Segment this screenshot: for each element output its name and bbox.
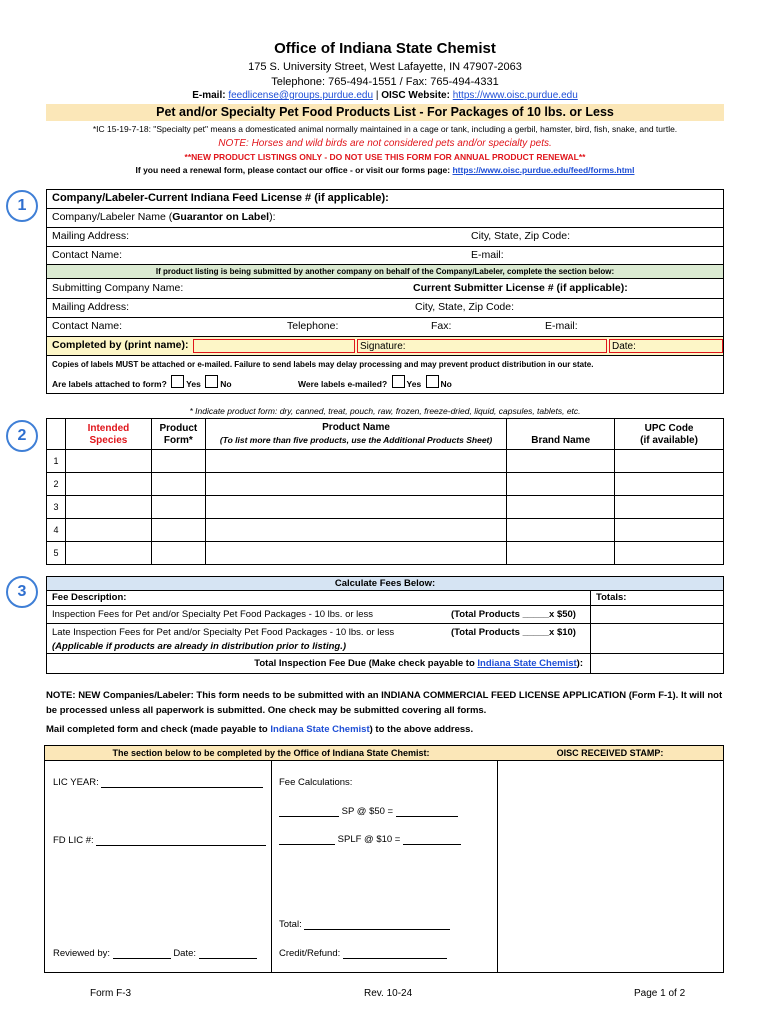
form-banner: Pet and/or Specialty Pet Food Products List - For Packages of 10 lbs. or Less [46,104,724,121]
fax-label: Fax: [431,320,452,332]
form-cell[interactable] [151,450,205,473]
product-name-header: Product Name (To list more than five products, use the Additional Products Sheet) [205,419,506,450]
inspection-fee-label: Inspection Fees for Pet and/or Specialty Pet Food Packages - 10 lbs. or less [52,609,374,620]
company-info-section [46,189,724,394]
section-3-marker: 3 [6,576,38,608]
upc-cell[interactable] [615,450,724,473]
brand-cell[interactable] [507,542,615,565]
license-row[interactable] [47,190,723,209]
telephone-label: Telephone: [287,320,339,332]
fee-desc-row [47,591,723,606]
separator: | [373,90,382,101]
website-label: OISC Website: [381,90,450,101]
fee-calculations-label: Fee Calculations: [279,777,353,788]
product-name-cell[interactable] [205,473,506,496]
renewal-text: If you need a renewal form, please contact our office - or visit our forms page: [135,165,451,175]
contact-name-label: Contact Name: [52,249,123,261]
upc-cell[interactable] [615,542,724,565]
section-1-marker: 1 [6,190,38,222]
late-fee-calc: (Total Products _____x $10) [451,627,576,638]
form-cell[interactable] [151,519,205,542]
row-number: 1 [47,450,66,473]
inspection-fee-row[interactable] [47,606,723,624]
submitter-email-label: E-mail: [545,320,578,332]
brand-cell[interactable] [507,473,615,496]
row-number: 2 [47,473,66,496]
specialty-pet-definition: *IC 15-19-7-18: "Specialty pet" means a domesticated animal normally maintained in a cage or tank, including a gerbil, hamster, bird, fish, snake, and turtle. [92,124,678,134]
submitter-mailing-row[interactable] [47,299,723,318]
form-cell[interactable] [151,496,205,519]
total-due-label: Total Inspection Fee Due (Make check payable to Indiana State Chemist): [254,658,583,669]
species-cell[interactable] [65,473,151,496]
brand-cell[interactable] [507,450,615,473]
new-listings-note: **NEW PRODUCT LISTINGS ONLY - DO NOT USE THIS FORM FOR ANNUAL PRODUCT RENEWAL** [184,152,586,162]
product-row [47,496,724,519]
contact-line [0,90,770,101]
attached-no-checkbox[interactable] [205,375,218,388]
reviewed-by-field[interactable]: Reviewed by: Date: [53,948,257,959]
submitting-company-label: Submitting Company Name: [52,282,184,294]
mail-instructions: Mail completed form and check (made payable to Indiana State Chemist) to the above address. [46,724,474,735]
late-fee-label: Late Inspection Fees for Pet and/or Specialty Pet Food Packages - 10 lbs. or less [52,627,395,638]
other-company-note-row [47,265,723,279]
row-number: 5 [47,542,66,565]
submitter-contact-row[interactable] [47,318,723,337]
other-company-note: If product listing is being submitted by another company on behalf of the Company/Labeler, complete the section below: [155,267,615,276]
forms-page-link[interactable]: https://www.oisc.purdue.edu/feed/forms.html [452,165,635,175]
late-fee-row[interactable] [47,624,723,654]
contact-row[interactable] [47,247,723,265]
species-cell[interactable] [65,450,151,473]
upc-code-header: UPC Code (if available) [615,419,724,450]
fees-section [46,576,724,674]
species-cell[interactable] [65,496,151,519]
labels-emailed-question: Were labels e-mailed? Yes No [298,375,452,393]
print-name-field[interactable] [193,339,355,353]
fd-lic-field[interactable]: FD LIC #: [53,835,266,846]
office-divider-2 [497,746,498,972]
payee-link: Indiana State Chemist [477,658,577,669]
website-link[interactable]: https://www.oisc.purdue.edu [452,90,578,101]
received-stamp-label: OISC RECEIVED STAMP: [556,748,664,758]
stamp-area [499,762,721,972]
mail-payee: Indiana State Chemist [270,724,370,735]
attached-yes-checkbox[interactable] [171,375,184,388]
form-cell[interactable] [151,542,205,565]
submitter-mailing-label: Mailing Address: [52,301,130,313]
labels-question-row [47,375,723,393]
office-header: The section below to be completed by the Office of Indiana State Chemist: [112,748,430,758]
date-label: Date: [612,341,636,352]
email-link[interactable]: feedlicense@groups.purdue.edu [228,90,374,101]
completed-by-row [47,337,723,356]
product-name-cell[interactable] [205,496,506,519]
email-field-label: E-mail: [471,249,504,261]
completed-by-label: Completed by (print name): [52,339,189,351]
signature-field[interactable] [357,339,607,353]
upc-cell[interactable] [615,473,724,496]
revision: Rev. 10-24 [364,988,413,999]
brand-name-header: Brand Name [507,419,615,450]
form-number: Form F-3 [90,988,132,999]
product-name-cell[interactable] [205,519,506,542]
horses-note: NOTE: Horses and wild birds are not considered pets and/or specialty pets. [218,138,552,149]
page-title: Office of Indiana State Chemist [274,40,496,57]
product-form-note: * Indicate product form: dry, canned, treat, pouch, raw, frozen, freeze-dried, liquid, capsules, tablets, etc. [189,406,581,416]
mailing-address-label: Mailing Address: [52,230,130,242]
submitting-company-row[interactable] [47,279,723,299]
products-header-row [47,419,724,450]
totals-label: Totals: [596,592,627,603]
city-state-zip-label: City, State, Zip Code: [471,230,571,242]
product-row [47,450,724,473]
product-name-cell[interactable] [205,542,506,565]
labels-note: Copies of labels MUST be attached or e-mailed. Failure to send labels may delay processing and may prevent product distribution in our state. [52,360,594,369]
company-name-label: Company/Labeler Name (Guarantor on Label): [52,211,276,223]
office-divider-1 [271,746,272,972]
upc-cell[interactable] [615,496,724,519]
emailed-yes-checkbox[interactable] [392,375,405,388]
submitter-city-label: City, State, Zip Code: [415,301,515,313]
new-companies-note: NOTE: NEW Companies/Labeler: This form needs to be submitted with an INDIANA COMMERCIAL FEED LICENSE APPLICATION (Form F-1). It will not be processed unless all paperwork is submitted. One check may be submitted covering all forms. [46,690,723,716]
form-cell[interactable] [151,473,205,496]
total-due-row[interactable] [47,654,723,674]
upc-cell[interactable] [615,519,724,542]
product-form-header: Product Form* [151,419,205,450]
office-header-row [45,746,723,761]
date-field[interactable] [609,339,723,353]
sp-fee-field[interactable]: SP @ $50 = [279,806,458,817]
labels-attached-question: Are labels attached to form? Yes No [52,375,232,393]
products-table [46,418,724,565]
product-row [47,542,724,565]
product-row [47,473,724,496]
species-cell[interactable] [65,519,151,542]
submitter-license-label: Current Submitter License # (if applicable): [413,282,628,294]
product-row [47,519,724,542]
office-address: 175 S. University Street, West Lafayette, IN 47907-2063 [248,61,522,73]
late-fee-note: (Applicable if products are already in distribution prior to listing.) [52,641,346,652]
page-number: Page 1 of 2 [634,988,686,999]
fee-description-label: Fee Description: [52,592,127,603]
renewal-note [0,165,770,175]
product-name-cell[interactable] [205,450,506,473]
brand-cell[interactable] [507,496,615,519]
office-phone: Telephone: 765-494-1551 / Fax: 765-494-4331 [271,76,499,88]
total-field[interactable]: Total: [279,919,450,930]
splf-fee-field[interactable]: SPLF @ $10 = [279,834,461,845]
office-use-section [44,745,724,973]
mailing-address-row[interactable] [47,228,723,247]
row-number: 3 [47,496,66,519]
brand-cell[interactable] [507,519,615,542]
intended-species-header: Intended Species [65,419,151,450]
lic-year-field[interactable]: LIC YEAR: [53,777,263,788]
email-label: E-mail: [192,90,226,101]
inspection-fee-calc: (Total Products _____x $50) [451,609,576,620]
submitter-contact-label: Contact Name: [52,320,123,332]
species-cell[interactable] [65,542,151,565]
credit-refund-field[interactable]: Credit/Refund: [279,948,447,959]
license-label: Company/Labeler-Current Indiana Feed License # (if applicable): [52,192,389,204]
fees-title: Calculate Fees Below: [334,578,436,589]
labels-note-row [47,356,723,375]
signature-label: Signature: [360,341,406,352]
fees-title-row [47,577,723,591]
section-2-marker: 2 [6,420,38,452]
company-name-row[interactable] [47,209,723,228]
row-number: 4 [47,519,66,542]
emailed-no-checkbox[interactable] [426,375,439,388]
